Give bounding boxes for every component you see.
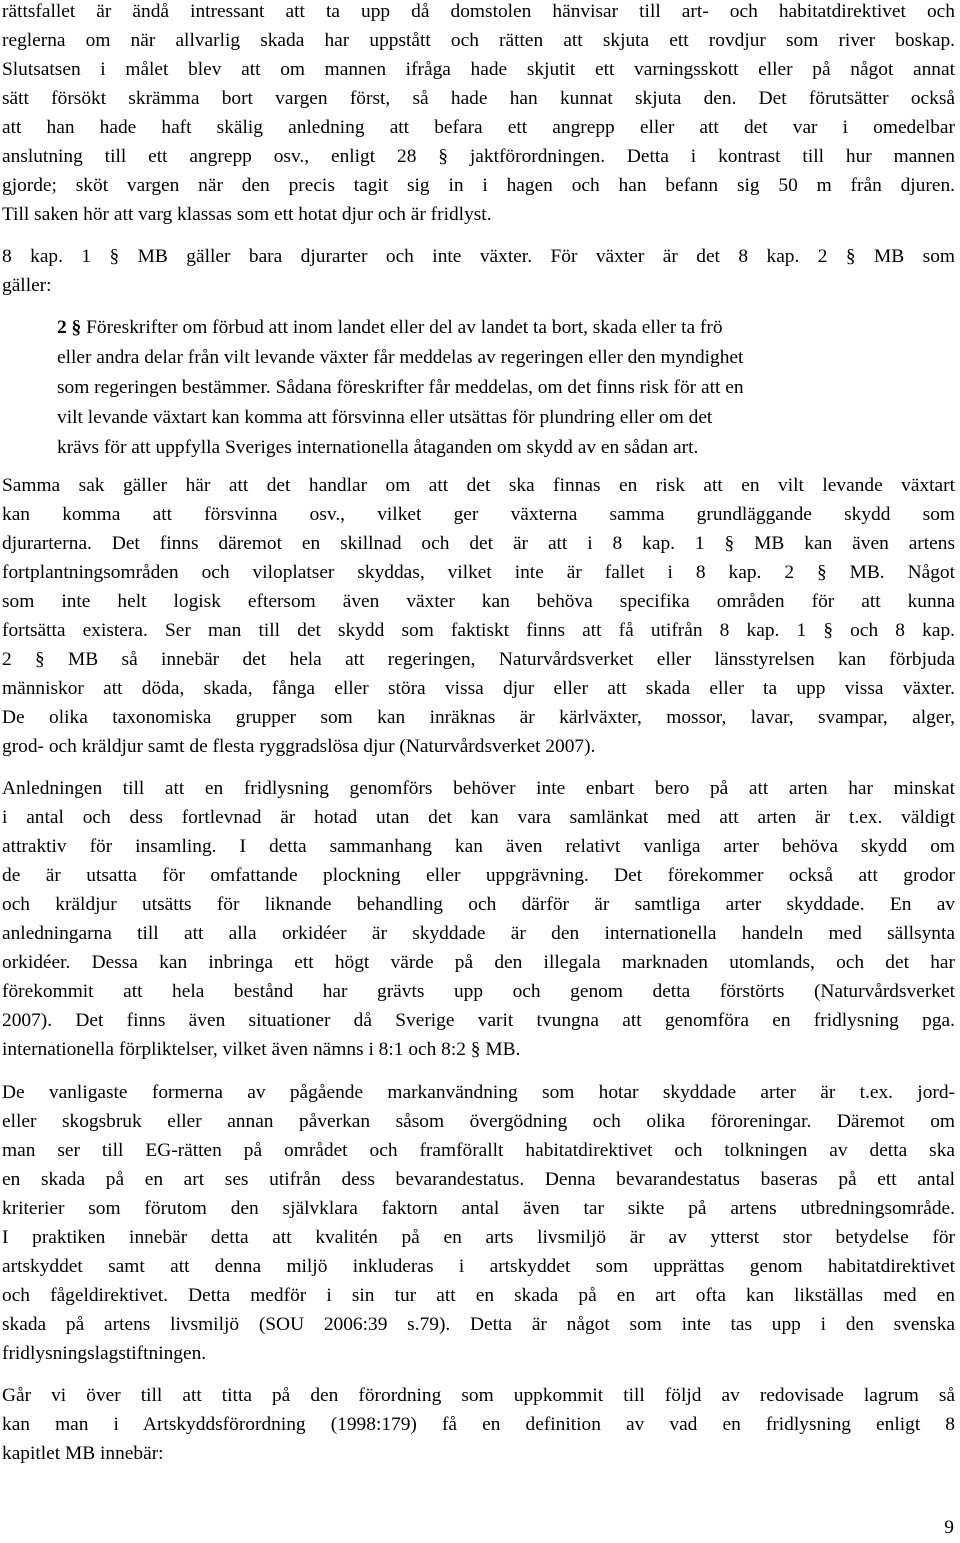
text-line: fortsätta existera. Ser man till det skydd som faktiskt finns att få utifrån 8 kap. 1 § och 8 kap.	[2, 620, 955, 641]
text-line: Slutsatsen i målet blev att om mannen ifråga hade skjutit ett varningsskott eller på något annat	[2, 59, 955, 80]
text-line: 2 § MB så innebär det hela att regeringen, Naturvårdsverket eller länsstyrelsen kan förbjuda	[2, 649, 955, 670]
text-line: artskyddet samt att denna miljö inkluderas i artskyddet som upprättas genom habitatdirektivet	[2, 1256, 955, 1277]
text-line: gjorde; sköt vargen när den precis tagit sig in i hagen och han befann sig 50 m från djuren.	[2, 175, 955, 196]
paragraph-rattsfallet	[2, 0, 955, 229]
text-line: fortplantningsområden och viloplatser skyddas, vilket inte är fallet i 8 kap. 2 § MB. Något	[2, 562, 955, 583]
text-line: reglerna om när allvarlig skada har uppstått och rätten att skjuta ett rovdjur som river boskap.	[2, 30, 955, 51]
quote-line: eller andra delar från vilt levande växter får meddelas av regeringen eller den myndighet	[57, 347, 744, 368]
text-line: eller skogsbruk eller annan påverkan såsom övergödning och olika föroreningar. Däremot om	[2, 1111, 955, 1132]
text-line: Samma sak gäller här att det handlar om att det ska finnas en risk att en vilt levande växtart	[2, 475, 955, 496]
text-line: Till saken hör att varg klassas som ett hotat djur och är fridlyst.	[2, 204, 492, 225]
text-line: som inte helt logisk eftersom även växter kan behöva specifika områden för att kunna	[2, 591, 955, 612]
text-line: kriterier som förutom den självklara faktorn antal även tar sikte på artens utbredningsområde.	[2, 1198, 955, 1219]
text-line: internationella förpliktelser, vilket även nämns i 8:1 och 8:2 § MB.	[2, 1039, 521, 1060]
text-line: I praktiken innebär detta att kvalitén på en arts livsmiljö är av ytterst stor betydelse för	[2, 1227, 955, 1248]
text-line: gäller:	[2, 275, 52, 296]
text-line: människor att döda, skada, fånga eller störa vissa djur eller att skada eller ta upp vissa växter.	[2, 678, 955, 699]
text-line: att han hade haft skälig anledning att befara ett angrepp eller att det var i omedelbar	[2, 117, 955, 138]
text-line: och kräldjur utsätts för liknande behandling och därför är samtliga arter skyddade. En av	[2, 894, 955, 915]
text-line: kapitlet MB innebär:	[2, 1443, 164, 1464]
text-line: anslutning till ett angrepp osv., enligt 28 § jaktförordningen. Detta i kontrast till hur mannen	[2, 146, 955, 167]
quote-line: vilt levande växtart kan komma att försvinna eller utsättas för plundring eller om det	[57, 407, 713, 428]
paragraph-de-vanligaste	[2, 1078, 955, 1368]
text-line: kan komma att försvinna osv., vilket ger växterna samma grundläggande skydd som	[2, 504, 955, 525]
text-line: och fågeldirektivet. Detta medför i sin tur att en skada på en art ofta kan likställas med en	[2, 1285, 955, 1306]
text-line: anledningarna till att alla orkidéer är skyddade är den internationella handeln med sällsynta	[2, 923, 955, 944]
text-line: fridlysningslagstiftningen.	[2, 1343, 207, 1364]
text-line: i antal och dess fortlevnad är hotad utan det kan vara samlänkat med att arten är t.ex. väldigt	[2, 807, 955, 828]
paragraph-samma-sak	[2, 471, 955, 761]
page-number: 9	[944, 1517, 954, 1538]
text-line: 8 kap. 1 § MB gäller bara djurarter och inte växter. För växter är det 8 kap. 2 § MB som	[2, 246, 955, 267]
text-line: attraktiv för insamling. I detta sammanhang kan även relativt vanliga arter behöva skydd om	[2, 836, 955, 857]
text-line: man ser till EG-rätten på området och framförallt habitatdirektivet och tolkningen av detta ska	[2, 1140, 955, 1161]
text-line: sätt försökt skrämma bort vargen först, så hade han kunnat skjuta den. Det förutsätter också	[2, 88, 955, 109]
text-line: 2007). Det finns även situationer då Sverige varit tvungna att genomföra en fridlysning pga.	[2, 1010, 955, 1031]
text-line: rättsfallet är ändå intressant att ta upp då domstolen hänvisar till art- och habitatdirektivet och	[2, 1, 955, 22]
paragraph-anledningen	[2, 774, 955, 1064]
text-line: skada på artens livsmiljö (SOU 2006:39 s.79). Detta är något som inte tas upp i den svenska	[2, 1314, 955, 1335]
quote-line: som regeringen bestämmer. Sådana föreskrifter får meddelas, om det finns risk för att en	[57, 377, 744, 398]
paragraph-gar-vi-over	[2, 1381, 955, 1468]
text-line: grod- och kräldjur samt de flesta ryggradslösa djur (Naturvårdsverket 2007).	[2, 736, 596, 757]
text-line: djurarterna. Det finns däremot en skillnad och det är att i 8 kap. 1 § MB kan även artens	[2, 533, 955, 554]
paragraph-8-kap	[2, 242, 955, 300]
text-line: De vanligaste formerna av pågående markanvändning som hotar skyddade arter är t.ex. jord-	[2, 1082, 955, 1103]
text-line: Går vi över till att titta på den förordning som uppkommit till följd av redovisade lagrum så	[2, 1385, 955, 1406]
law-quote-block	[57, 313, 953, 463]
text-line: orkidéer. Dessa kan inbringa ett högt värde på den illegala marknaden utomlands, och det har	[2, 952, 955, 973]
text-line: förekommit att hela bestånd har grävts upp och genom detta förstörts (Naturvårdsverket	[2, 981, 955, 1002]
text-line: en skada på en art ses utifrån dess bevarandestatus. Denna bevarandestatus baseras på ett antal	[2, 1169, 955, 1190]
section-number: 2 §	[57, 317, 82, 338]
text-line: de är utsatta för omfattande plockning eller uppgrävning. Det förekommer också att grodor	[2, 865, 955, 886]
text-line: De olika taxonomiska grupper som kan inräknas är kärlväxter, mossor, lavar, svampar, alger,	[2, 707, 955, 728]
text-line: kan man i Artskyddsförordning (1998:179) få en definition av vad en fridlysning enligt 8	[2, 1414, 955, 1435]
quote-line: krävs för att uppfylla Sveriges internationella åtaganden om skydd av en sådan art.	[57, 437, 699, 458]
quote-line: 2 § Föreskrifter om förbud att inom landet eller del av landet ta bort, skada eller ta frö	[57, 317, 723, 338]
text-line: Anledningen till att en fridlysning genomförs behöver inte enbart bero på att arten har minskat	[2, 778, 955, 799]
